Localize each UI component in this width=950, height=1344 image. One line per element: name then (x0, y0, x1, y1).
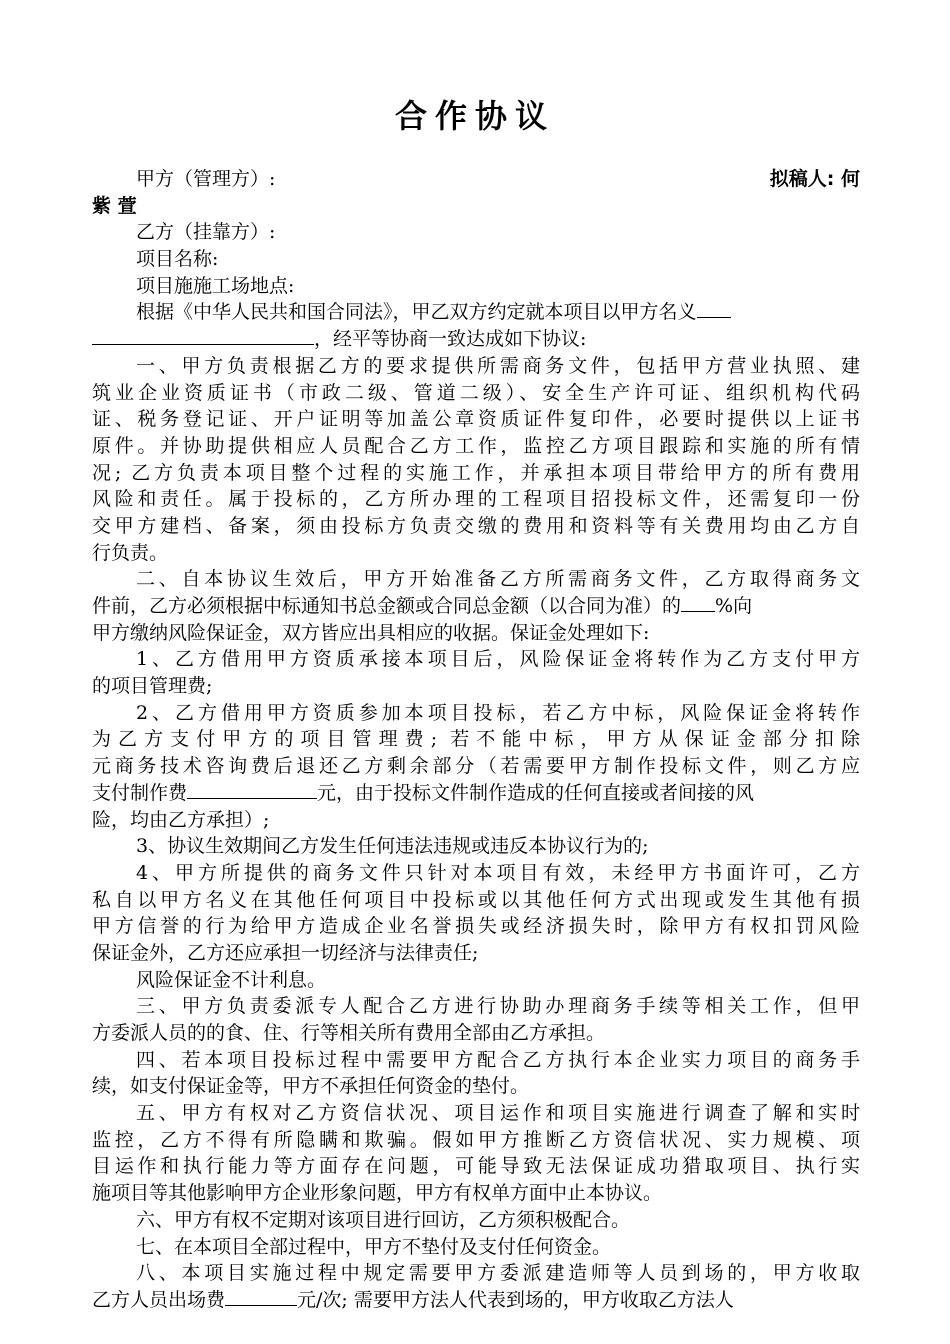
subclause-2-text: 支付制作费 (92, 781, 188, 804)
intro-text-1: 根据《中华人民共和国合同法》，甲乙双方约定就本项目以甲方名义 (136, 301, 697, 324)
blank-percentage (681, 593, 715, 612)
blank-project-name (92, 326, 314, 345)
document-title: 合作协议 (394, 97, 555, 135)
party-b-label: 乙方（挂靠方）: (136, 221, 276, 244)
subclause-1-line: 的项目管理费; (92, 675, 213, 698)
clause-1-line: 筑业企业资质证书（市政二级、管道二级）、安全生产许可证、组织机构代码 (92, 381, 860, 404)
drafter-label: 拟稿人: 何 (769, 168, 860, 190)
clause-8-line: 八、本项目实施过程中规定需要甲方委派建造师等人员到场的，甲方收取 (136, 1262, 860, 1285)
no-interest-note: 风险保证金不计利息。 (136, 968, 327, 991)
subclause-4-line: 保证金外，乙方还应承担一切经济与法律责任; (92, 941, 479, 964)
clause-2-text: 件前，乙方必须根据中标通知书总金额或合同总金额（以合同为准）的 (92, 595, 682, 617)
clause-5-line: 五、甲方有权对乙方资信状况、项目运作和项目实施进行调查了解和实时 (136, 1102, 860, 1125)
subclause-2-text: 元，由于投标文件制作造成的任何直接或者间接的风 (317, 781, 755, 804)
clause-3-line: 方委派人员的的食、住、行等相关所有费用全部由乙方承担。 (92, 1022, 606, 1044)
clause-5-line: 监控，乙方不得有所隐瞒和欺骗。假如甲方推断乙方资信状况、实力规模、项 (92, 1128, 860, 1151)
clause-1-line: 一、甲方负责根据乙方的要求提供所需商务文件，包括甲方营业执照、建 (136, 354, 860, 377)
project-site-label: 项目施施工场地点: (136, 274, 295, 297)
subclause-2-line: 为乙方支付甲方的项目管理费; 若不能中标，甲方从保证金部分扣除 (92, 728, 860, 751)
clause-8-line (92, 1287, 860, 1314)
clause-2-line (92, 593, 860, 620)
clause-5-line: 施项目等其他影响甲方企业形象问题，甲方有权单方面中止本协议。 (92, 1182, 663, 1205)
party-a-label: 甲方（管理方）: (136, 168, 276, 190)
clause-4-line: 续，如支付保证金等，甲方不承担任何资金的垫付。 (92, 1075, 530, 1098)
drafter-name-continued: 紫 萱 (92, 194, 137, 217)
subclause-4-line: 甲方信誉的行为给甲方造成企业名誉损失或经济损失时，除甲方有权扣罚风险 (92, 915, 860, 938)
clause-2-line: 二、自本协议生效后，甲方开始准备乙方所需商务文件，乙方取得商务文 (136, 568, 860, 591)
document-body (92, 166, 860, 1314)
clause-1-line: 况; 乙方负责本项目整个过程的实施工作，并承担本项目带给甲方的所有费用 (92, 461, 860, 484)
blank-production-fee (187, 780, 317, 799)
subclause-2-line (92, 780, 860, 807)
party-a-row (92, 166, 860, 193)
clause-5-line: 目运作和执行能力等方面存在问题，可能导致无法保证成功猎取项目、执行实 (92, 1155, 860, 1178)
subclause-2-line: 险，均由乙方承担）; (92, 808, 270, 831)
clause-1-line: 原件。并协助提供相应人员配合乙方工作，监控乙方项目跟踪和实施的所有情 (92, 434, 860, 457)
clause-7-line: 七、在本项目全部过程中，甲方不垫付及支付任何资金。 (136, 1235, 612, 1258)
intro-line-1 (92, 299, 860, 326)
clause-8-text: 元/次; 需要甲方法人代表到场的，甲方收取乙方法人 (297, 1288, 734, 1311)
blank-attendance-fee (225, 1287, 297, 1306)
clause-1-line: 行负责。 (92, 541, 169, 564)
subclause-2-line: 2、乙方借用甲方资质参加本项目投标，若乙方中标，风险保证金将转作 (136, 701, 860, 724)
clause-2-line: 甲方缴纳风险保证金，双方皆应出具相应的收据。保证金处理如下: (92, 621, 650, 644)
subclause-3-line: 3、协议生效期间乙方发生任何违法违规或违反本协议行为的; (136, 835, 649, 858)
clause-1-line: 交甲方建档、备案，须由投标方负责交缴的费用和资料等有关费用均由乙方自 (92, 514, 860, 537)
project-name-label: 项目名称: (136, 248, 219, 271)
intro-text-2: ，经平等协商一致达成如下协议: (314, 328, 587, 351)
clause-6-line: 六、甲方有权不定期对该项目进行回访，乙方须积极配合。 (136, 1208, 631, 1231)
clause-2-percent: %向 (715, 595, 753, 617)
clause-4-line: 四、若本项目投标过程中需要甲方配合乙方执行本企业实力项目的商务手 (136, 1048, 860, 1071)
clause-8-text: 乙方人员出场费 (92, 1288, 226, 1311)
intro-line-2 (92, 326, 860, 353)
clause-1-line: 证、税务登记证、开户证明等加盖公章资质证件复印件，必要时提供以上证书 (92, 408, 860, 431)
subclause-1-line: 1、乙方借用甲方资质承接本项目后，风险保证金将转作为乙方支付甲方 (136, 648, 860, 671)
subclause-4-line: 私自以甲方名义在其他任何项目中投标或以其他任何方式出现或发生其他有损 (92, 888, 860, 911)
blank-project-name-start (697, 299, 731, 318)
subclause-4-line: 4、甲方所提供的商务文件只针对本项目有效，未经甲方书面许可，乙方 (136, 861, 860, 884)
clause-3-line: 三、甲方负责委派专人配合乙方进行协助办理商务手续等相关工作，但甲 (136, 995, 860, 1018)
clause-1-line: 风险和责任。属于投标的，乙方所办理的工程项目招投标文件，还需复印一份 (92, 488, 860, 511)
subclause-2-line: 元商务技术咨询费后退还乙方剩余部分（若需要甲方制作投标文件，则乙方应 (92, 755, 860, 778)
